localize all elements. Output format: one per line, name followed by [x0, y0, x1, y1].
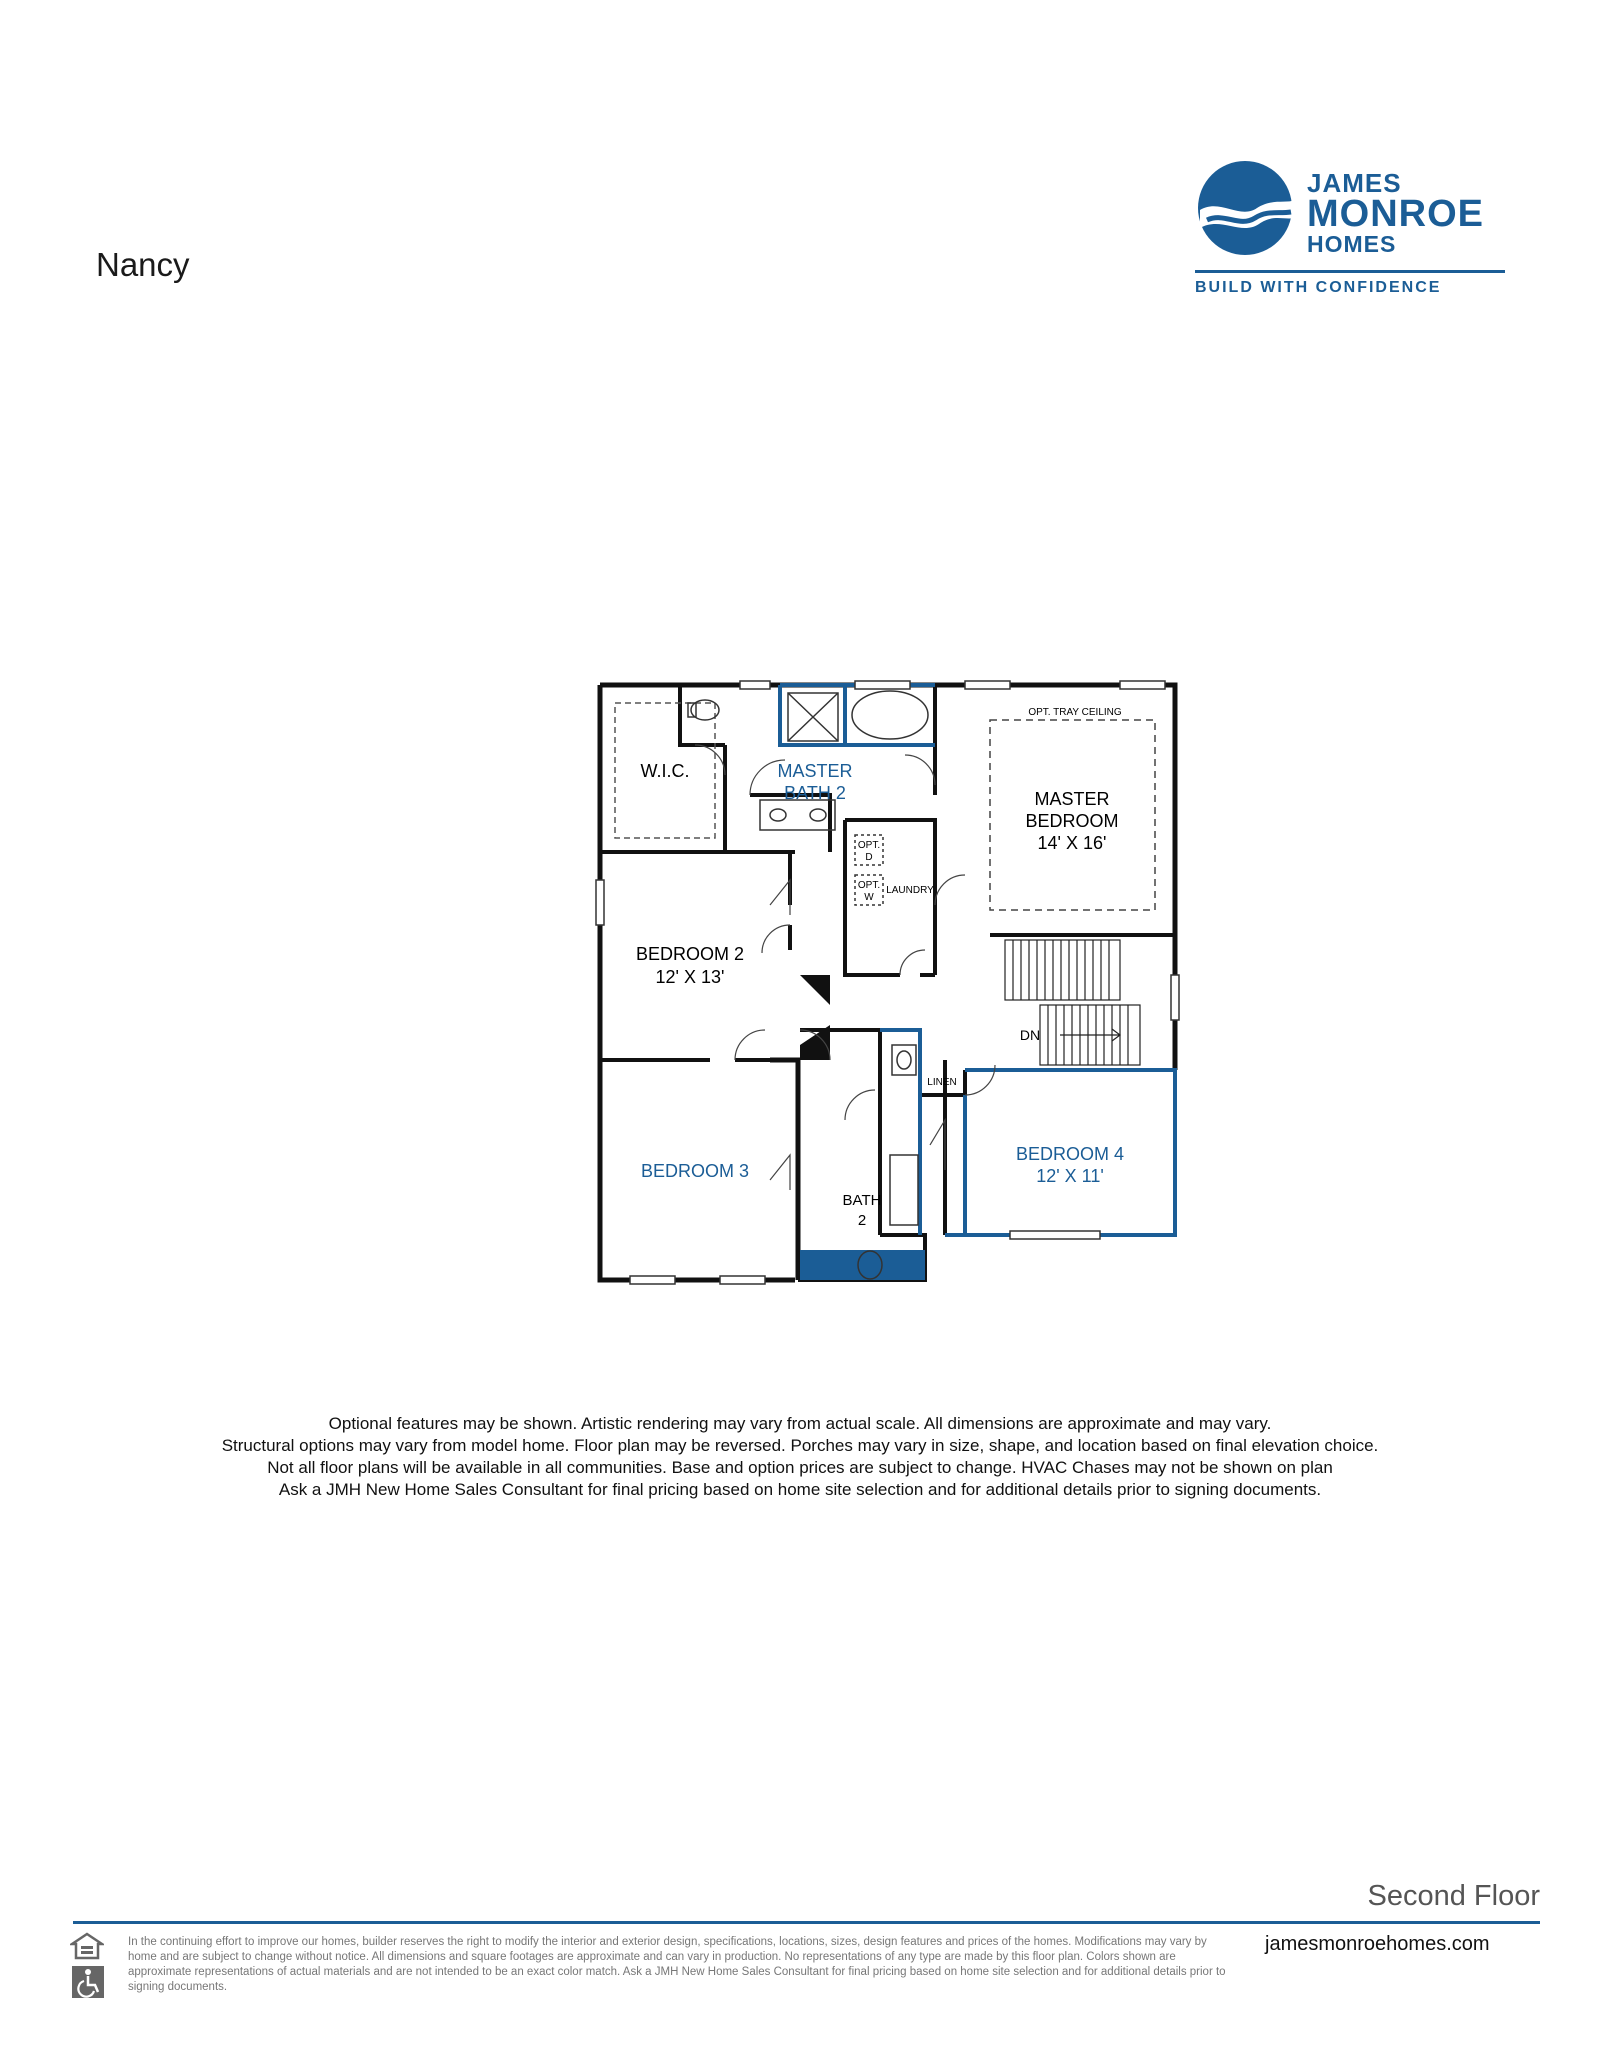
label-dn: DN — [1019, 1027, 1041, 1043]
label-laundry: LAUNDRY — [886, 885, 934, 896]
disclaimer-line: Optional features may be shown. Artistic rendering may vary from actual scale. All dimensions are approximate and may vary. — [328, 1414, 1272, 1433]
label-master-bedroom-1: MASTER — [1034, 789, 1110, 809]
label-master-bath-2: BATH 2 — [784, 783, 846, 803]
footer-divider — [73, 1921, 1540, 1924]
logo-tagline: BUILD WITH CONFIDENCE — [1195, 270, 1505, 297]
logo-emblem-icon — [1195, 158, 1300, 258]
label-bedroom-3: BEDROOM 3 — [640, 1161, 750, 1181]
label-master-bath-1: MASTER — [777, 761, 853, 781]
logo-line-homes: HOMES — [1307, 231, 1397, 257]
label-opt-tray-ceiling: OPT. TRAY CEILING — [1028, 707, 1122, 718]
label-linen: LINEN — [927, 1077, 957, 1088]
accessibility-icon — [72, 1966, 104, 1998]
label-bath-2-1: BATH — [842, 1192, 882, 1209]
label-bedroom-4-size: 12' X 11' — [1036, 1166, 1104, 1186]
logo-line-james: JAMES — [1307, 168, 1402, 198]
logo-line-monroe: MONROE — [1307, 193, 1484, 235]
company-logo — [1195, 158, 1525, 308]
disclaimer — [150, 1413, 1450, 1501]
disclaimer-line: Ask a JMH New Home Sales Consultant for final pricing based on home site selection and for additional details prior to signing documents. — [278, 1480, 1322, 1499]
label-bedroom-2-size: 12' X 13' — [655, 967, 725, 987]
label-master-bedroom-size: 14' X 16' — [1037, 833, 1107, 853]
plan-name: Nancy — [96, 246, 190, 283]
label-opt-w-1: OPT. — [857, 880, 881, 891]
label-opt-d-2: D — [865, 852, 873, 863]
label-bath-2-2: 2 — [857, 1212, 867, 1229]
fine-print: In the continuing effort to improve our homes, builder reserves the right to modify the interior and exterior design, specifications, locations, sizes, design features and prices of the homes. Modifications may vary by home and are subject to change without notice. All dimensions and square footages are approximate and can vary in production. No representations of any type are made by this floor plan. Colors shown are approximate representations of actual materials and are not intended to be an exact color match. Ask a JMH New Home Sales Consultant for final pricing based on home site selection and for additional details prior to signing documents. — [128, 1936, 1226, 1993]
label-opt-d-1: OPT. — [857, 840, 881, 851]
label-bedroom-2: BEDROOM 2 — [635, 944, 745, 964]
label-master-bedroom-2: BEDROOM — [1025, 811, 1119, 831]
floor-plan-drawing — [590, 675, 1190, 1315]
website-link[interactable]: jamesmonroehomes.com — [1265, 1933, 1490, 1955]
floor-plan — [590, 675, 1190, 1315]
chase-fill-upper — [800, 975, 830, 1005]
disclaimer-line: Structural options may vary from model home. Floor plan may be reversed. Porches may vary in size, shape, and location based on final elevation choice. — [221, 1436, 1379, 1455]
equal-housing-icon — [70, 1932, 104, 1960]
label-bedroom-4: BEDROOM 4 — [1015, 1144, 1125, 1164]
disclaimer-line: Not all floor plans will be available in all communities. Base and option prices are subject to change. HVAC Chases may not be shown on plan — [267, 1458, 1333, 1477]
label-opt-w-2: W — [864, 892, 874, 903]
staircase — [1005, 940, 1140, 1065]
floor-label: Second Floor — [1367, 1880, 1540, 1912]
label-wic: W.I.C. — [640, 761, 690, 781]
